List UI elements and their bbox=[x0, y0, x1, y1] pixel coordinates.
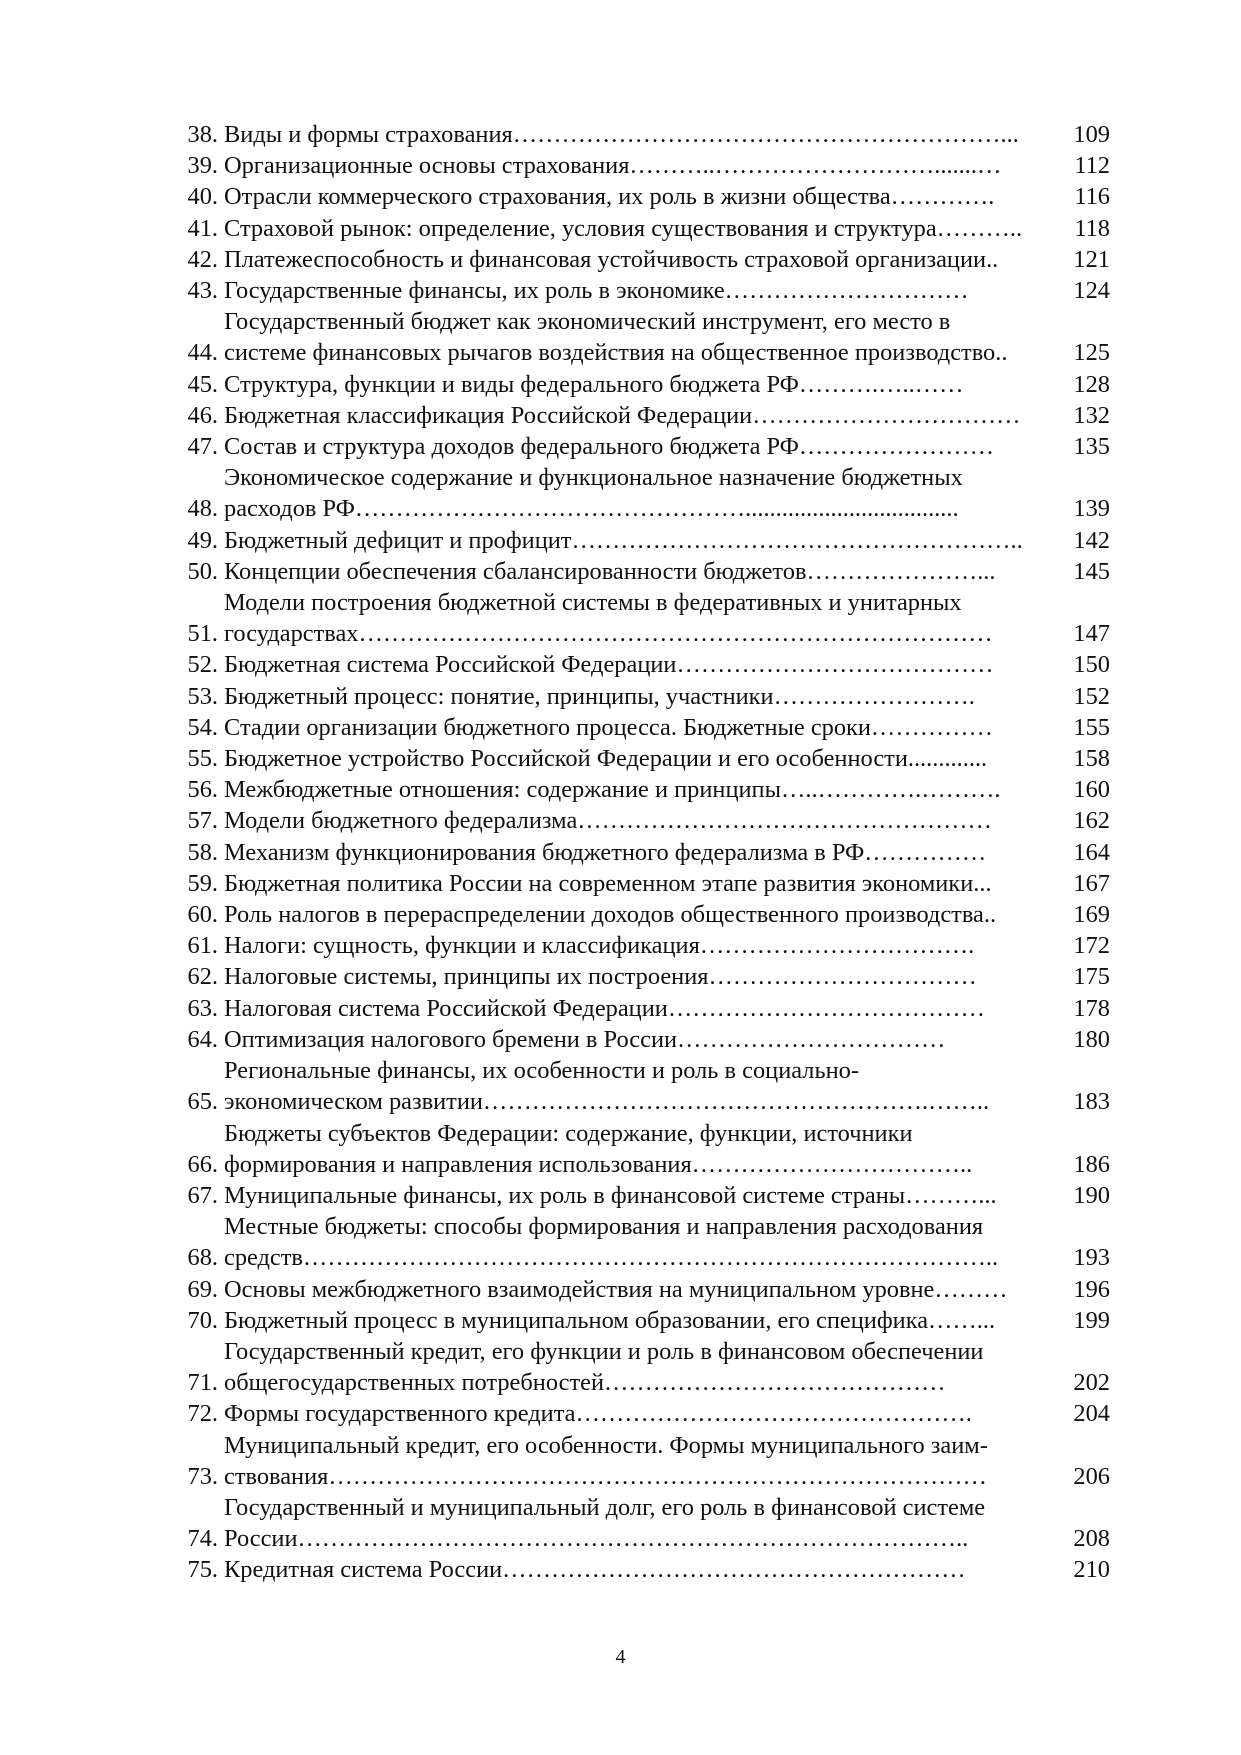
toc-entry-title bbox=[218, 1492, 1054, 1554]
toc-entry-title-line: Государственный кредит, его функции и роль в финансовом обеспечении bbox=[224, 1337, 984, 1365]
toc-entry-number: 74. bbox=[187, 1525, 218, 1553]
toc-entry-title bbox=[218, 181, 1054, 212]
toc-entry-title-line: Отрасли коммерческого страхования, их роль в жизни общества…………. bbox=[224, 183, 995, 211]
toc-entry-number: 53. bbox=[187, 682, 218, 710]
toc-entry-page: 139 bbox=[1073, 495, 1110, 523]
toc-entry bbox=[172, 805, 1110, 836]
toc-entry-number: 72. bbox=[187, 1400, 218, 1428]
toc-entry-title bbox=[218, 868, 1054, 899]
toc-entry-title bbox=[218, 1554, 1054, 1585]
toc-entry-title-line: Бюджетная система Российской Федерации………………………………… bbox=[224, 651, 994, 679]
toc-entry-page: 125 bbox=[1073, 339, 1110, 367]
toc-entry-page: 186 bbox=[1073, 1150, 1110, 1178]
toc-entry-title-line: Платежеспособность и финансовая устойчивость страховой организации.. bbox=[224, 245, 999, 273]
toc-entry-page: 164 bbox=[1073, 838, 1110, 866]
toc-entry bbox=[172, 1305, 1110, 1336]
toc-entry bbox=[172, 150, 1110, 181]
toc-entry-title-line: Налоговая система Российской Федерации………………………………… bbox=[224, 994, 985, 1022]
toc-entry-number: 62. bbox=[187, 963, 218, 991]
toc-entry-title-line: Бюджетный дефицит и профицит……………………………………………….. bbox=[224, 526, 1023, 554]
toc-entry bbox=[172, 525, 1110, 556]
toc-entry bbox=[172, 1430, 1110, 1492]
toc-entry-number: 55. bbox=[187, 745, 218, 773]
toc-entry-page: 208 bbox=[1073, 1525, 1110, 1553]
toc-entry-page: 121 bbox=[1073, 245, 1110, 273]
toc-entry-page: 172 bbox=[1073, 932, 1110, 960]
toc-entry bbox=[172, 213, 1110, 244]
toc-entry bbox=[172, 306, 1110, 368]
toc-entry-page: 142 bbox=[1073, 526, 1110, 554]
toc-entry-page: 112 bbox=[1074, 152, 1110, 180]
toc-entry bbox=[172, 743, 1110, 774]
toc-entry bbox=[172, 1554, 1110, 1585]
toc-entry-title-line: Межбюджетные отношения: содержание и принципы…..………….………. bbox=[224, 776, 1001, 804]
toc-entry-page: 175 bbox=[1073, 963, 1110, 991]
toc-entry-title-line: экономическом развитии……………………………………………….…….. bbox=[224, 1088, 990, 1116]
toc-entry-title-line: Состав и структура доходов федерального бюджета РФ…………………… bbox=[224, 433, 995, 461]
toc-entry-title-line: Формы государственного кредита…………………………………………. bbox=[224, 1400, 972, 1428]
toc-entry bbox=[172, 244, 1110, 275]
toc-entry bbox=[172, 1024, 1110, 1055]
toc-entry-title bbox=[218, 961, 1054, 992]
toc-entry bbox=[172, 1336, 1110, 1398]
toc-entry-title-line: Механизм функционирования бюджетного федерализма в РФ…………… bbox=[224, 838, 987, 866]
toc-entry-page: 132 bbox=[1073, 401, 1110, 429]
toc-entry-number: 39. bbox=[187, 152, 218, 180]
toc-entry-title bbox=[218, 369, 1054, 400]
toc-entry-title bbox=[218, 1398, 1054, 1429]
toc-entry-title-line: Бюджетная политика России на современном этапе развития экономики... bbox=[224, 869, 992, 897]
toc-entry-title bbox=[218, 587, 1054, 649]
toc-entry-number: 52. bbox=[187, 651, 218, 679]
toc-entry bbox=[172, 1118, 1110, 1180]
toc-entry-title-line: общегосударственных потребностей…………………………………… bbox=[224, 1369, 946, 1397]
toc-entry-number: 38. bbox=[187, 121, 218, 148]
toc-entry-page: 167 bbox=[1073, 869, 1110, 897]
toc-entry-title bbox=[218, 1211, 1054, 1273]
toc-entry bbox=[172, 1055, 1110, 1117]
toc-entry-page: 162 bbox=[1073, 807, 1110, 835]
toc-entry bbox=[172, 1274, 1110, 1305]
toc-entry-page: 202 bbox=[1073, 1369, 1110, 1397]
toc-entry bbox=[172, 930, 1110, 961]
toc-entry-number: 49. bbox=[187, 526, 218, 554]
toc-entry-page: 128 bbox=[1073, 370, 1110, 398]
toc-entry-number: 71. bbox=[187, 1369, 218, 1397]
toc-entry-title-line: формирования и направления использования…………………………….. bbox=[224, 1150, 973, 1178]
toc-entry-number: 48. bbox=[187, 495, 218, 523]
toc-entry-title bbox=[218, 275, 1054, 306]
toc-entry-title-line: Муниципальный кредит, его особенности. Формы муниципального заим- bbox=[224, 1431, 988, 1459]
toc-entry-title bbox=[218, 1055, 1054, 1117]
toc-entry-title bbox=[218, 525, 1054, 556]
toc-entry-number: 60. bbox=[187, 901, 218, 929]
toc-entry bbox=[172, 961, 1110, 992]
toc-entry-number: 44. bbox=[187, 339, 218, 367]
toc-entry bbox=[172, 369, 1110, 400]
toc-entry-title bbox=[218, 993, 1054, 1024]
toc-entry-title bbox=[218, 1305, 1054, 1336]
toc-entry-number: 51. bbox=[187, 620, 218, 648]
toc-entry bbox=[172, 275, 1110, 306]
toc-entry bbox=[172, 899, 1110, 930]
toc-entry bbox=[172, 119, 1110, 150]
toc-entry-title-line: Кредитная система России………………………………………………… bbox=[224, 1556, 966, 1584]
toc-entry-title bbox=[218, 244, 1054, 275]
toc-entry-page: 196 bbox=[1073, 1275, 1110, 1303]
page-number: 4 bbox=[615, 1646, 626, 1668]
toc-entry bbox=[172, 681, 1110, 712]
toc-entry-title bbox=[218, 712, 1054, 743]
toc-entry-page: 204 bbox=[1073, 1400, 1110, 1428]
toc-entry-number: 64. bbox=[187, 1025, 218, 1053]
toc-entry-title-line: Бюджеты субъектов Федерации: содержание, функции, источники bbox=[224, 1119, 913, 1147]
toc-entry-title-line: Бюджетный процесс в муниципальном образовании, его специфика……... bbox=[224, 1306, 996, 1334]
toc-entry bbox=[172, 462, 1110, 524]
toc-entry-title bbox=[218, 400, 1054, 431]
toc-entry-title bbox=[218, 556, 1054, 587]
toc-entry bbox=[172, 993, 1110, 1024]
toc-entry bbox=[172, 1398, 1110, 1429]
toc-entry bbox=[172, 181, 1110, 212]
toc-entry-title bbox=[218, 930, 1054, 961]
toc-entry-page: 145 bbox=[1073, 557, 1110, 585]
toc-entry-page: 152 bbox=[1073, 682, 1110, 710]
toc-entry-page: 147 bbox=[1073, 620, 1110, 648]
toc-entry-page: 199 bbox=[1073, 1306, 1110, 1334]
toc-entry-number: 43. bbox=[187, 277, 218, 305]
toc-entry-title-line: Модели построения бюджетной системы в федеративных и унитарных bbox=[224, 589, 962, 617]
toc-entry-page: 109 bbox=[1073, 121, 1110, 148]
toc-entry-number: 65. bbox=[187, 1088, 218, 1116]
toc-entry-title bbox=[218, 306, 1054, 368]
toc-entry-number: 59. bbox=[187, 869, 218, 897]
toc-entry-title bbox=[218, 805, 1054, 836]
toc-entry-page: 180 bbox=[1073, 1025, 1110, 1053]
toc-entry-title bbox=[218, 1336, 1054, 1398]
toc-entry-page: 206 bbox=[1073, 1462, 1110, 1490]
toc-entry-number: 41. bbox=[187, 214, 218, 242]
toc-entry-title bbox=[218, 1024, 1054, 1055]
toc-entry-title-line: Муниципальные финансы, их роль в финансовой системе страны………... bbox=[224, 1181, 997, 1209]
toc-entry-title-line: расходов РФ…………………………………………................................... bbox=[224, 495, 959, 523]
toc-entry-title-line: Модели бюджетного федерализма…………………………………………… bbox=[224, 807, 992, 835]
toc-entry-title bbox=[218, 681, 1054, 712]
toc-entry bbox=[172, 774, 1110, 805]
toc-entry bbox=[172, 587, 1110, 649]
toc-entry-title-line: системе финансовых рычагов воздействия на общественное производство.. bbox=[224, 339, 1008, 367]
toc-entry-number: 63. bbox=[187, 994, 218, 1022]
toc-entry-page: 183 bbox=[1073, 1088, 1110, 1116]
toc-entry-title-line: Государственный и муниципальный долг, его роль в финансовой системе bbox=[224, 1493, 986, 1521]
toc-entry bbox=[172, 556, 1110, 587]
toc-entry-title bbox=[218, 213, 1054, 244]
toc-entry-number: 75. bbox=[187, 1556, 218, 1584]
toc-entry-title-line: ствования……………………………………………………………………… bbox=[224, 1462, 987, 1490]
toc-entry-title bbox=[218, 462, 1054, 524]
toc-entry-title-line: России……………………………………………………………………….. bbox=[224, 1525, 969, 1553]
toc-entry-page: 118 bbox=[1074, 214, 1110, 242]
toc-entry-title-line: Бюджетная классификация Российской Федерации…………………………… bbox=[224, 401, 1021, 429]
toc-entry bbox=[172, 1180, 1110, 1211]
toc-entry-title-line: Налоги: сущность, функции и классификация……………………………. bbox=[224, 932, 975, 960]
toc-entry-title-line: Стадии организации бюджетного процесса. Бюджетные сроки…………… bbox=[224, 713, 993, 741]
toc-entry-title-line: Виды и формы страхования……………………………………………………... bbox=[224, 121, 1019, 148]
toc-entry-page: 193 bbox=[1073, 1244, 1110, 1272]
toc-entry-title bbox=[218, 837, 1054, 868]
toc-entry-page: 116 bbox=[1074, 183, 1110, 211]
toc-entry-number: 68. bbox=[187, 1244, 218, 1272]
toc-entry-title bbox=[218, 649, 1054, 680]
toc-entry-number: 67. bbox=[187, 1181, 218, 1209]
toc-entry-title bbox=[218, 899, 1054, 930]
toc-entry-title-line: Налоговые системы, принципы их построения…………………………… bbox=[224, 963, 977, 991]
toc-entry-number: 40. bbox=[187, 183, 218, 211]
toc-entry-page: 190 bbox=[1073, 1181, 1110, 1209]
toc-entry-title bbox=[218, 431, 1054, 462]
toc-entry-title bbox=[218, 743, 1054, 774]
toc-entry-number: 46. bbox=[187, 401, 218, 429]
toc-entry-number: 54. bbox=[187, 713, 218, 741]
toc-entry-title-line: Страховой рынок: определение, условия существования и структура……….. bbox=[224, 214, 1023, 242]
toc-entry-title bbox=[218, 150, 1054, 181]
toc-entry-page: 155 bbox=[1073, 713, 1110, 741]
table-of-contents bbox=[172, 119, 1110, 1586]
toc-entry-number: 73. bbox=[187, 1462, 218, 1490]
toc-entry-number: 58. bbox=[187, 838, 218, 866]
toc-entry-number: 70. bbox=[187, 1306, 218, 1334]
toc-entry-title-line: Организационные основы страхования………..……………………….......… bbox=[224, 152, 1002, 180]
toc-entry-title bbox=[218, 1180, 1054, 1211]
toc-entry-number: 45. bbox=[187, 370, 218, 398]
toc-entry-page: 160 bbox=[1073, 776, 1110, 804]
toc-entry-title-line: государствах…………………………………………………………………… bbox=[224, 620, 993, 648]
toc-entry-title bbox=[218, 119, 1054, 150]
toc-entry bbox=[172, 1492, 1110, 1554]
toc-entry-page: 124 bbox=[1073, 277, 1110, 305]
toc-entry bbox=[172, 868, 1110, 899]
toc-entry-title bbox=[218, 774, 1054, 805]
toc-entry-title-line: средств………………………………………………………………………….. bbox=[224, 1244, 999, 1272]
toc-entry-number: 42. bbox=[187, 245, 218, 273]
toc-entry bbox=[172, 712, 1110, 743]
toc-entry-number: 47. bbox=[187, 433, 218, 461]
toc-entry-title-line: Государственный бюджет как экономический инструмент, его место в bbox=[224, 308, 951, 336]
toc-entry bbox=[172, 837, 1110, 868]
toc-entry-page: 178 bbox=[1073, 994, 1110, 1022]
toc-entry-title-line: Бюджетное устройство Российской Федерации и его особенности............. bbox=[224, 745, 988, 773]
toc-entry-number: 57. bbox=[187, 807, 218, 835]
toc-entry-title-line: Региональные финансы, их особенности и роль в социально- bbox=[224, 1057, 859, 1085]
toc-entry-title bbox=[218, 1118, 1054, 1180]
toc-entry-title-line: Основы межбюджетного взаимодействия на муниципальном уровне……… bbox=[224, 1275, 1008, 1303]
toc-entry bbox=[172, 400, 1110, 431]
toc-entry-page: 169 bbox=[1073, 901, 1110, 929]
toc-entry-title-line: Государственные финансы, их роль в экономике………………………… bbox=[224, 277, 969, 305]
toc-entry-title bbox=[218, 1274, 1054, 1305]
toc-entry-title-line: Концепции обеспечения сбалансированности бюджетов…………………... bbox=[224, 557, 996, 585]
toc-entry-page: 150 bbox=[1073, 651, 1110, 679]
toc-entry-title bbox=[218, 1430, 1054, 1492]
toc-entry-number: 56. bbox=[187, 776, 218, 804]
toc-entry-title-line: Местные бюджеты: способы формирования и направления расходования bbox=[224, 1213, 984, 1241]
toc-entry bbox=[172, 431, 1110, 462]
toc-entry-number: 50. bbox=[187, 557, 218, 585]
toc-entry-title-line: Структура, функции и виды федерального бюджета РФ……….…..…… bbox=[224, 370, 964, 398]
toc-entry bbox=[172, 1211, 1110, 1273]
toc-entry-page: 210 bbox=[1073, 1556, 1110, 1584]
toc-entry-title-line: Оптимизация налогового бремени в России…………………………… bbox=[224, 1025, 946, 1053]
toc-entry-title-line: Бюджетный процесс: понятие, принципы, участники……………………. bbox=[224, 682, 975, 710]
toc-entry-number: 66. bbox=[187, 1150, 218, 1178]
toc-entry bbox=[172, 649, 1110, 680]
toc-entry-number: 69. bbox=[187, 1275, 218, 1303]
toc-entry-title-line: Роль налогов в перераспределении доходов общественного производства.. bbox=[224, 901, 997, 929]
toc-entry-page: 158 bbox=[1073, 745, 1110, 773]
toc-entry-page: 135 bbox=[1073, 433, 1110, 461]
toc-entry-number: 61. bbox=[187, 932, 218, 960]
toc-entry-title-line: Экономическое содержание и функциональное назначение бюджетных bbox=[224, 464, 963, 492]
